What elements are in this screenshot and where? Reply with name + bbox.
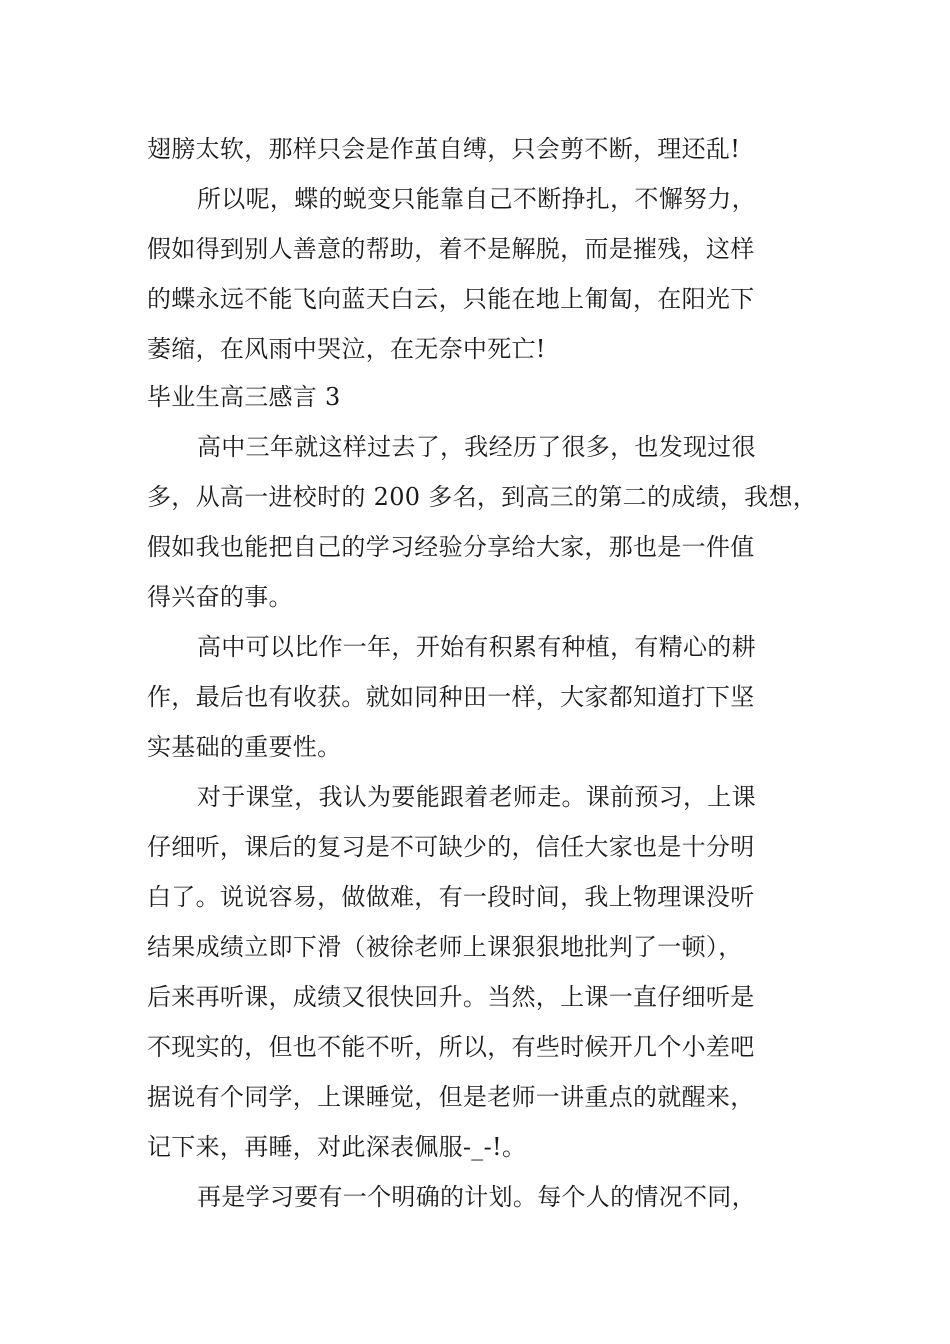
text-line: 的蝶永远不能飞向蓝天白云，只能在地上匍匐，在阳光下 — [147, 285, 755, 313]
paragraph-first-line: 所以呢，蝶的蜕变只能靠自己不断挣扎，不懈努力， — [197, 185, 756, 213]
text-line: 实基础的重要性。 — [147, 733, 342, 761]
paragraph-first-line: 对于课堂，我认为要能跟着老师走。课前预习，上课 — [197, 783, 756, 811]
text-line: 不现实的，但也不能不听，所以，有些时候开几个小差吧 — [147, 1033, 755, 1061]
text-line: 假如得到别人善意的帮助，着不是解脱，而是摧残，这样 — [147, 235, 755, 263]
text-line: 萎缩，在风雨中哭泣，在无奈中死亡! — [147, 335, 546, 363]
paragraph-first-line: 高中可以比作一年，开始有积累有种植，有精心的耕 — [197, 633, 756, 661]
text-line: 结果成绩立即下滑（被徐老师上课狠狠地批判了一顿）， — [147, 933, 743, 961]
text-line: 据说有个同学，上课睡觉，但是老师一讲重点的就醒来， — [147, 1083, 755, 1111]
section-heading: 毕业生高三感言 3 — [147, 383, 341, 411]
text-line: 作，最后也有收获。就如同种田一样，大家都知道打下坚 — [147, 683, 755, 711]
text-line: 翅膀太软，那样只会是作茧自缚，只会剪不断，理还乱! — [147, 135, 741, 163]
paragraph-first-line: 再是学习要有一个明确的计划。每个人的情况不同， — [197, 1183, 756, 1211]
text-line: 得兴奋的事。 — [147, 583, 293, 611]
text-line: 多，从高一进校时的 200 多名，到高三的第二的成绩，我想， — [147, 483, 818, 511]
paragraph-first-line: 高中三年就这样过去了，我经历了很多，也发现过很 — [197, 433, 756, 461]
text-line: 白了。说说容易，做做难，有一段时间，我上物理课没听 — [147, 883, 755, 911]
text-line: 记下来，再睡，对此深表佩服-_-!。 — [147, 1133, 527, 1161]
text-line: 假如我也能把自己的学习经验分享给大家，那也是一件值 — [147, 533, 755, 561]
text-line: 仔细听，课后的复习是不可缺少的，信任大家也是十分明 — [147, 833, 755, 861]
text-line: 后来再听课，成绩又很快回升。当然，上课一直仔细听是 — [147, 983, 755, 1011]
